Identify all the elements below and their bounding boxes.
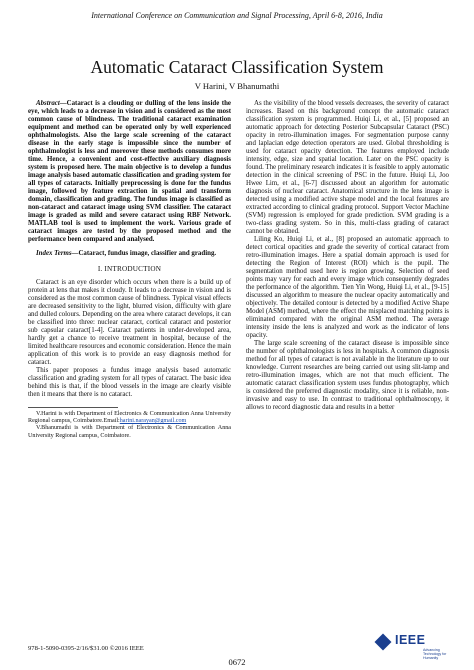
index-terms-label: Index Terms	[36, 250, 72, 257]
page-number: 0672	[228, 657, 246, 667]
conference-header: International Conference on Communication and Signal Processing, April 6-8, 2016, India	[91, 11, 383, 20]
abstract-text: —Cataract is a clouding or dulling of the lens inside the eye, which leads to a decrease in vision and is considered as the most common cause of blindness. The traditional cataract examination equipment and method can be operated only by well experienced ophthalmologists. Also the large scale screening of the cataract disease in the early stage is impossible since the number of ophthalmologist is less and moreover these methods consumes more time. Hence, a convenient and cost-effective auxiliary diagnosis system is proposed here. The main objective is to develop a fundus image analysis based automatic classification and grading system for all types of cataracts. Initially preprocessing is done for the fundus image, followed by feature extraction in spatial and transform domain, classification and grading. The fundus image is classified as non-cataract and cataract image using SVM classifier. The cataract image is graded as mild and severe cataract using RBF Network. MATLAB tool is used to implement the work. Various grade of cataract images are tested by the proposed method and the performance been compared and analysed.	[28, 100, 231, 243]
paper-authors: V Harini, V Bhanumathi	[194, 81, 280, 91]
index-terms	[28, 250, 231, 258]
footnote-rule	[28, 407, 118, 408]
index-terms-text: —Cataract, fundus image, classifier and grading.	[71, 250, 217, 257]
right-paragraph-3: The large scale screening of the cataract disease is impossible since the number of ophthalmologists is less in hospitals. A common diagnosis method for all types of cataract is not available in the literature up to our knowledge. Current researches are being carried out using slit-lamp and retro-illumination images, which are not that much efficient. The automatic cataract classification system uses fundus photography, which is considered the preferred diagnostic modality, since it is reliable, non-invasive and easy to use. In contrast to traditional ophthalmoscopy, it allows to record diagnostic data and results in a better	[246, 340, 449, 411]
isbn-line: 978-1-5090-0395-2/16/$31.00 ©2016 IEEE	[28, 645, 144, 652]
right-paragraph-2: Liling Ko, Huiqi Li, et al., [8] proposed an automatic approach to detect cortical opacities and grade the severity of cortical cataract from retro-illumination images. Here a spatial domain approach is used for detecting the Region of Interest (ROI) which is the pupil. The segmentation method used here is region growing. Selection of seed points may vary for each and every image which consequently degrades the performance of the algorithm. Tien Yin Wong, Huiqi Li, et al., [9-15] discussed an algorithm to measure the nuclear opacity automatically and objectively. The detailed contour is detected by a modified Active Shape Model (ASM) method, where the effect the misplaced matching points is eliminated compared with the original ASM method. The average intensity inside the lens is analyzed and work as the indicator of lens opacity.	[246, 236, 449, 339]
author-email-link[interactable]: harini.narayan@gmail.com	[119, 418, 187, 425]
left-column	[28, 100, 231, 440]
right-paragraph-1: As the visibility of the blood vessels decreases, the severity of cataract increases. Based on this background concept the automatic cataract classification system is programmed. Huiqi Li, et al., [5] proposed an automatic approach for detecting Posterior Subcapsular Cataract (PSC) opacity in retro-illumination images. For segmentation purpose canny and laplacian edge detection operators are used. Global thresholding is used for cataract opacity detection. The features employed include intensity, edge, size and spatial location. Later on the PSC opacity is found. The preliminary research indicates it is feasible to apply automatic detection in the clinical screening of PSC in the future. Huiqi Li, Joo Hwee Lim, et al., [6-7] discussed about an algorithm for automatic diagnosis of nuclear cataract. Anatomical structure in the lens image is detected using a modified active shape model and the local features are extracted according to clinical grading protocol. Support Vector Machine (SVM) regression is employed for grade prediction. SVM grading is a two-class grading system. So in this, multi-class grading of cataract cannot be obtained.	[246, 100, 449, 235]
ieee-wordmark: IEEE	[395, 633, 426, 647]
paper-title: Automatic Cataract Classification System	[90, 57, 384, 77]
footnote-author-1: V.Harini is with Department of Electronics & Communication Anna University Regional campus, Coimbatore.Email:harini.narayan@gmail.com	[28, 411, 231, 425]
intro-paragraph-2: This paper proposes a fundus image analysis based automatic classification and grading system for all types of cataract. The basic idea behind this is that, if the blood vessels in the image are clearly visible then it means that there is no cataract.	[28, 367, 231, 398]
abstract	[28, 100, 231, 244]
intro-paragraph-1: Cataract is an eye disorder which occurs when there is a build up of protein at lens that makes it cloudy. It leads to a decrease in vision and is considered as the most common cause of blindness. Typical visual effects are decreased sensitivity to the light, blurred vision, difficulty with glare and dulled colours. Depending on the area where cataract develops, it can be classified into three: nuclear cataract, cortical cataract and posterior sub capsular cataract[1-4]. Cataract patients in under-developed area, hardly get a chance to receive treatment in hospital, because of the limited healthcare resources and economic consideration. Hence the main application of this work is to provide an easy diagnosis method for cataract.	[28, 279, 231, 366]
ieee-diamond-icon	[375, 634, 392, 651]
footnote-author-2: V.Bhanumathi is with Department of Electronics & Communication Anna University Regional campus, Coimbatore.	[28, 425, 231, 439]
ieee-logo	[375, 632, 455, 662]
ieee-tagline: Advancing Technology for Humanity	[423, 648, 447, 661]
abstract-label: Abstract	[36, 100, 60, 107]
section-heading-introduction: I. INTRODUCTION	[97, 265, 162, 273]
right-column	[246, 100, 449, 412]
